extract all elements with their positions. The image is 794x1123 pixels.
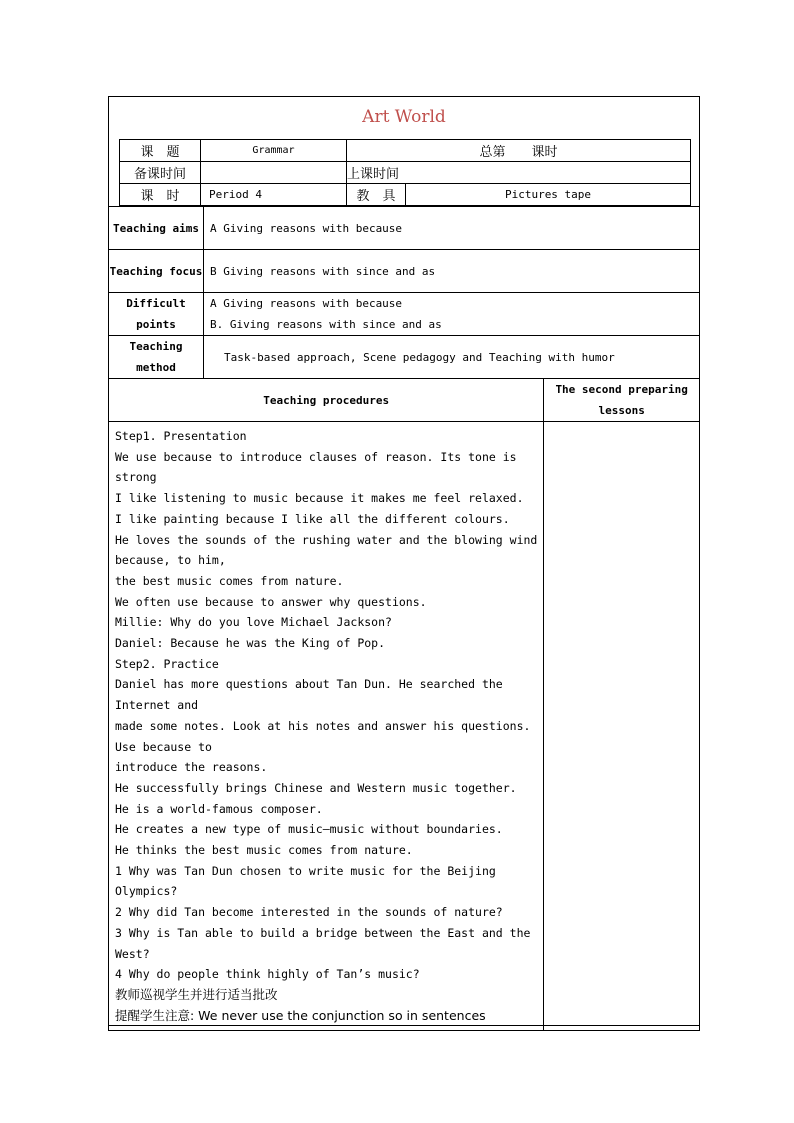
topic-value: Grammar [201, 140, 347, 162]
procedure-line: made some notes. Look at his notes and answer his questions. [115, 718, 531, 733]
procedure-line: Step2. Practice [115, 656, 219, 671]
second-preparing-heading: The second preparing lessons [544, 379, 700, 422]
procedure-line: Use because to [115, 739, 212, 754]
lesson-table [108, 206, 700, 1031]
topic-label: 课 题 [120, 140, 201, 162]
procedure-line: I like painting because I like all the different colours. [115, 511, 510, 526]
procedure-line: He thinks the best music comes from nature. [115, 843, 413, 858]
procedures-content [109, 422, 544, 1031]
aims-label: Teaching aims [109, 207, 204, 250]
procedure-line: 教师巡视学生并进行适当批改 [115, 986, 278, 1002]
header-table [119, 139, 691, 206]
procedure-line: Step1. Presentation [115, 429, 247, 443]
procedure-line: I like listening to music because it makes me feel relaxed. [115, 491, 524, 506]
aids-value: Pictures tape [406, 184, 691, 206]
procedure-line: Daniel has more questions about Tan Dun. He searched the [115, 677, 503, 692]
procedure-line: Daniel: Because he was the King of Pop. [115, 636, 386, 651]
prep-time-label: 备课时间 [120, 162, 201, 184]
procedures-heading: Teaching procedures [109, 379, 544, 422]
procedure-line: 提醒学生注意: We never use the conjunction so in sentences [115, 1007, 486, 1023]
focus-value: B Giving reasons with since and as [204, 250, 700, 293]
procedure-line: West? [115, 946, 150, 961]
procedure-line: 1 Why was Tan Dun chosen to write music for the Beijing [115, 863, 496, 878]
procedure-line: introduce the reasons. [115, 760, 268, 775]
procedure-line: the best music comes from nature. [115, 573, 344, 588]
period-label: 课 时 [120, 184, 201, 206]
total-periods-label: 总第 课时 [347, 140, 691, 162]
page-title: Art World [362, 107, 446, 127]
focus-label: Teaching focus [109, 250, 204, 293]
procedure-line: strong [115, 470, 157, 485]
second-preparing-content [544, 422, 700, 1031]
procedure-line: 3 Why is Tan able to build a bridge between the East and the [115, 925, 531, 940]
procedure-line: Olympics? [115, 884, 178, 899]
aids-label: 教 具 [347, 184, 406, 206]
procedure-line: Internet and [115, 698, 199, 713]
procedure-line: He successfully brings Chinese and Western music together. [115, 780, 517, 795]
prep-time-value [201, 162, 347, 184]
difficult-value-1: A Giving reasons with because [210, 297, 403, 310]
difficult-label: Difficult points [109, 293, 204, 336]
procedure-line: We often use because to answer why questions. [115, 594, 427, 609]
method-value: Task-based approach, Scene pedagogy and Teaching with humor [204, 336, 700, 379]
procedure-line: He creates a new type of music—music without boundaries. [115, 822, 503, 837]
aims-value: A Giving reasons with because [204, 207, 700, 250]
procedure-line: He is a world-famous composer. [115, 801, 323, 816]
difficult-value-2: B. Giving reasons with since and as [210, 318, 442, 331]
period-value: Period 4 [209, 188, 262, 201]
procedure-line: 2 Why did Tan become interested in the sounds of nature? [115, 905, 503, 920]
method-label: Teaching method [109, 336, 204, 379]
class-time-label: 上课时间 [347, 162, 691, 184]
procedure-line: 4 Why do people think highly of Tan’s music? [115, 967, 420, 982]
procedure-line: Millie: Why do you love Michael Jackson? [115, 615, 392, 630]
lesson-plan-page [108, 96, 700, 1026]
procedure-line: because, to him, [115, 553, 226, 568]
procedure-line: He loves the sounds of the rushing water and the blowing wind [115, 532, 538, 547]
procedure-line: We use because to introduce clauses of reason. Its tone is [115, 449, 517, 464]
